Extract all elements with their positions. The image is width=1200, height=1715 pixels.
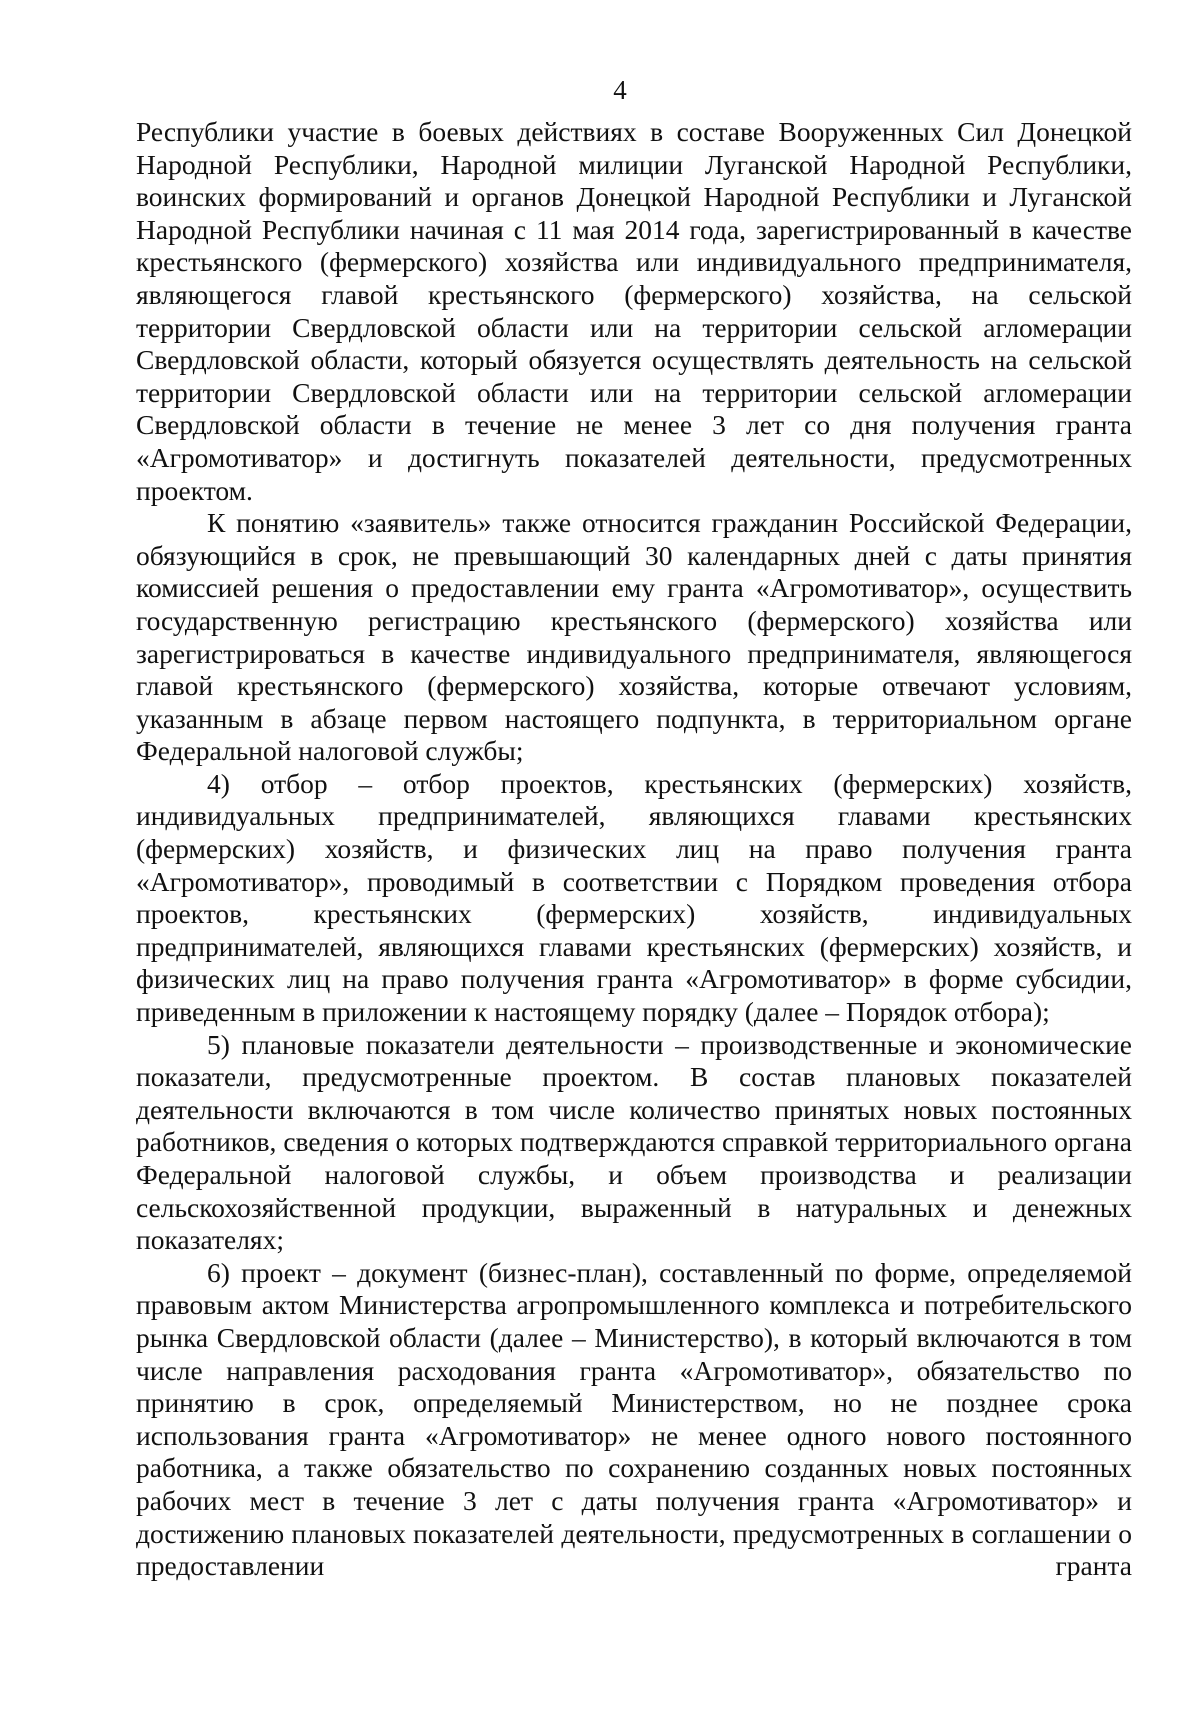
document-body	[136, 116, 1132, 1583]
paragraph-applicant-citizen: К понятию «заявитель» также относится гражданин Российской Федерации, обязующийся в срок, не превышающий 30 календарных дней с даты принятия комиссией решения о предоставлении ему гранта «Агромотиватор», осуществить государственную регистрацию крестьянского (фермерского) хозяйства или зарегистрироваться в качестве индивидуального предпринимателя, являющегося главой крестьянского (фермерского) хозяйства, которые отвечают условиям, указанным в абзаце первом настоящего подпункта, в территориальном органе Федеральной налоговой службы;	[136, 507, 1132, 767]
page-number: 4	[613, 75, 627, 105]
paragraph-item-6-project: 6) проект – документ (бизнес-план), составленный по форме, определяемой правовым актом Министерства агропромышленного комплекса и потребительского рынка Свердловской области (далее – Министерство), в который включаются в том числе направления расходования гранта «Агромотиватор», обязательство по принятию в срок, определяемый Министерством, но не позднее срока использования гранта «Агромотиватор» не менее одного нового постоянного работника, а также обязательство по сохранению созданных новых постоянных рабочих мест в течение 3 лет с даты получения гранта «Агромотиватор» и достижению плановых показателей деятельности, предусмотренных в соглашении о предоставлении гранта	[136, 1256, 1132, 1582]
paragraph-item-4-selection: 4) отбор – отбор проектов, крестьянских (фермерских) хозяйств, индивидуальных предпринимателей, являющихся главами крестьянских (фермерских) хозяйств, и физических лиц на право получения гранта «Агромотиватор», проводимый в соответствии с Порядком проведения отбора проектов, крестьянских (фермерских) хозяйств, индивидуальных предпринимателей, являющихся главами крестьянских (фермерских) хозяйств, и физических лиц на право получения гранта «Агромотиватор» в форме субсидии, приведенным в приложении к настоящему порядку (далее – Порядок отбора);	[136, 767, 1132, 1028]
paragraph-item-5-planned-indicators: 5) плановые показатели деятельности – производственные и экономические показатели, предусмотренные проектом. В состав плановых показателей деятельности включаются в том числе количество принятых новых постоянных работников, сведения о которых подтверждаются справкой территориального органа Федеральной налоговой службы, и объем производства и реализации сельскохозяйственной продукции, выраженный в натуральных и денежных показателях;	[136, 1028, 1132, 1256]
paragraph-applicant-definition-continued: Республики участие в боевых действиях в составе Вооруженных Сил Донецкой Народной Республики, Народной милиции Луганской Народной Республики, воинских формирований и органов Донецкой Народной Республики и Луганской Народной Республики начиная с 11 мая 2014 года, зарегистрированный в качестве крестьянского (фермерского) хозяйства или индивидуального предпринимателя, являющегося главой крестьянского (фермерского) хозяйства, на сельской территории Свердловской области или на территории сельской агломерации Свердловской области, который обязуется осуществлять деятельность на сельской территории Свердловской области или на территории сельской агломерации Свердловской области в течение не менее 3 лет со дня получения гранта «Агромотиватор» и достигнуть показателей деятельности, предусмотренных проектом.	[136, 116, 1132, 506]
